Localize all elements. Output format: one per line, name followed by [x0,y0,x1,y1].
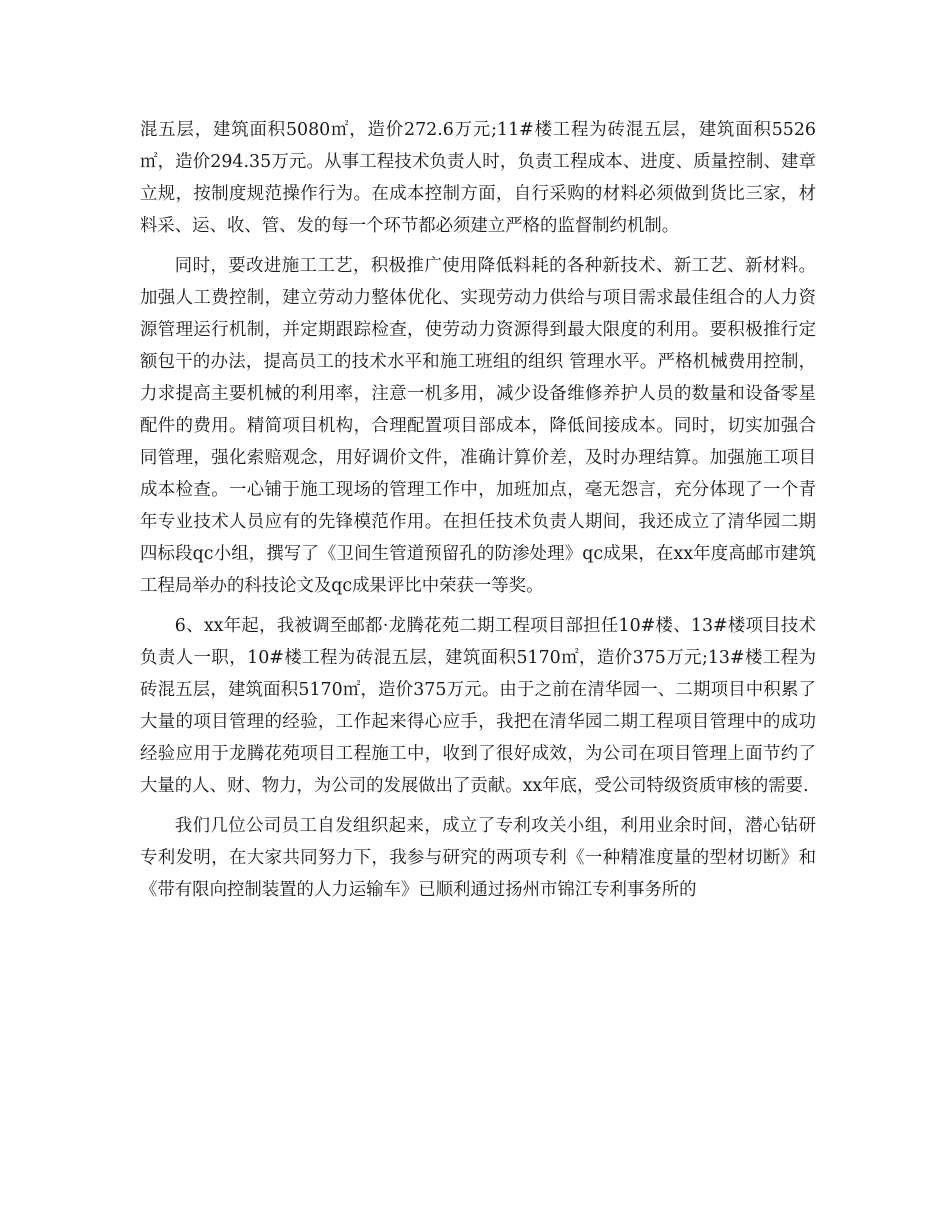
paragraph-patent-team: 我们几位公司员工自发组织起来，成立了专利攻关小组，利用业余时间，潜心钻研专利发明，在大家共同努力下，我参与研究的两项专利《一种精准度量的型材切断》和《带有限向控制装置的人力运输车》已顺利通过扬州市锦江专利事务所的 [140,816,816,900]
paragraph-longteng-project: 6、xx年起，我被调至邮都·龙腾花苑二期工程项目部担任10#楼、13#楼项目技术负责人一职，10#楼工程为砖混五层，建筑面积5170㎡，造价375万元;13#楼工程为砖混五层，建筑面积5170㎡，造价375万元。由于之前在清华园一、二期项目中积累了大量的项目管理的经验，工作起来得心应手，我把在清华园二期工程项目管理中的成功经验应用于龙腾花苑项目工程施工中，收到了很好成效，为公司在项目管理上面节约了大量的人、财、物力，为公司的发展做出了贡献。xx年底，受公司特级资质审核的需要. [140,616,816,796]
paragraph-cost-control: 同时，要改进施工工艺，积极推广使用降低料耗的各种新技术、新工艺、新材料。加强人工费控制，建立劳动力整体优化、实现劳动力供给与项目需求最佳组合的人力资源管理运行机制，并定期跟踪检查，使劳动力资源得到最大限度的利用。要积极推行定额包干的办法，提高员工的技术水平和施工班组的组织 管理水平。严格机械费用控制，力求提高主要机械的利用率，注意一机多用，减少设备维修养护人员的数量和设备零星配件的费用。精简项目机构，合理配置项目部成本，降低间接成本。同时，切实加强合同管理，强化索赔观念，用好调价文件，准确计算价差，及时办理结算。加强施工项目成本检查。一心铺于施工现场的管理工作中，加班加点，毫无怨言，充分体现了一个青年专业技术人员应有的先锋模范作用。在担任技术负责人期间，我还成立了清华园二期四标段qc小组，撰写了《卫间生管道预留孔的防渗处理》qc成果，在xx年度高邮市建筑工程局举办的科技论文及qc成果评比中荣获一等奖。 [140,256,816,596]
paragraph-continuation: 混五层，建筑面积5080㎡，造价272.6万元;11#楼工程为砖混五层，建筑面积5526㎡，造价294.35万元。从事工程技术负责人时，负责工程成本、进度、质量控制、建章立规，按制度规范操作行为。在成本控制方面，自行采购的材料必须做到货比三家，材料采、运、收、管、发的每一个环节都必须建立严格的监督制约机制。 [140,120,816,236]
document-body [140,114,816,914]
